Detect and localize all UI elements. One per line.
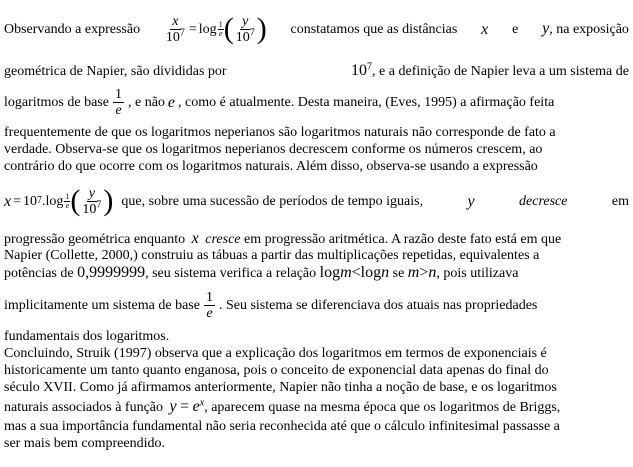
paragraph-line-7: x = 10 7 .log 1 e ( $\frac{y}{10^7}$ ) que, sobre uma sucessão de períodos de tempo iguais, y decresce em xyxy=(4,184,629,217)
paragraph-line-9: Napier (Collette, 2000,) construiu as tábuas a partir das multiplicações repetidas, equivalentes a xyxy=(4,248,540,263)
paragraph-line-17: mas a sua importância fundamental não seria reconhecida até que o cálculo infinitesimal passasse a xyxy=(4,419,560,434)
paragraph-line-11: implicitamente um sistema de base $\frac{1}{e}$ . Seu sistema se diferenciava dos atuais nas propriedades xyxy=(4,289,538,321)
paragraph-line-6: contrário do que ocorre com os logaritmos naturais. Além disso, observa-se usando a expressão xyxy=(4,159,538,174)
paragraph-line-8: progressão geométrica enquanto x cresce em progressão aritmética. A razão deste fato está em que xyxy=(4,230,562,247)
paragraph-line-1: Observando a expressão $\frac{x}{10^7}$ = log 1 e ( $\frac{y}{10^7}$ ) constatamos que as distâncias x e y, na exposição xyxy=(4,12,629,45)
paragraph-line-12: fundamentais dos logaritmos. xyxy=(4,329,170,344)
paragraph-line-18: ser mais bem compreendido. xyxy=(4,436,165,451)
napier-equation: $\frac{x}{10^7}$ = log 1 e ( $\frac{y}{10^7}$ ) xyxy=(165,12,267,45)
paragraph-line-13: Concluindo, Struik (1997) observa que a explicação dos logaritmos em termos de exponenciais é xyxy=(4,346,547,361)
paragraph-line-3: logaritmos de base $\frac{1}{e}$ , e não e , como é atualmente. Desta maneira, (Eves, 1995) a afirmação feita xyxy=(4,86,555,118)
paragraph-line-4: frequentemente de que os logaritmos neperianos são logaritmos naturais não corresponde de fato a xyxy=(4,125,556,140)
paragraph-line-2: geométrica de Napier, são divididas por $10^7$, e a definição de Napier leva a um sistema de xyxy=(4,61,629,79)
paragraph-line-5: verdade. Observa-se que os logaritmos neperianos decrescem conforme os números crescem, ao xyxy=(4,142,543,157)
paragraph-line-16: naturais associados à função $y = e^x$, aparecem quase na mesma época que os logaritmos de Briggs, xyxy=(4,397,561,415)
paragraph-line-14: historicamente um tanto quanto enganosa, pois o conceito de exponencial data apenas do final do xyxy=(4,363,549,378)
paragraph-line-15: século XVII. Como já afirmamos anteriormente, Napier não tinha a noção de base, e os logaritmos xyxy=(4,380,557,395)
napier-equation-2: x = 10 7 .log 1 e ( $\frac{y}{10^7}$ ) xyxy=(4,184,114,217)
paragraph-line-10: potências de 0,9999999, seu sistema verifica a relação logm<logn se m>n, pois utilizava xyxy=(4,264,519,281)
